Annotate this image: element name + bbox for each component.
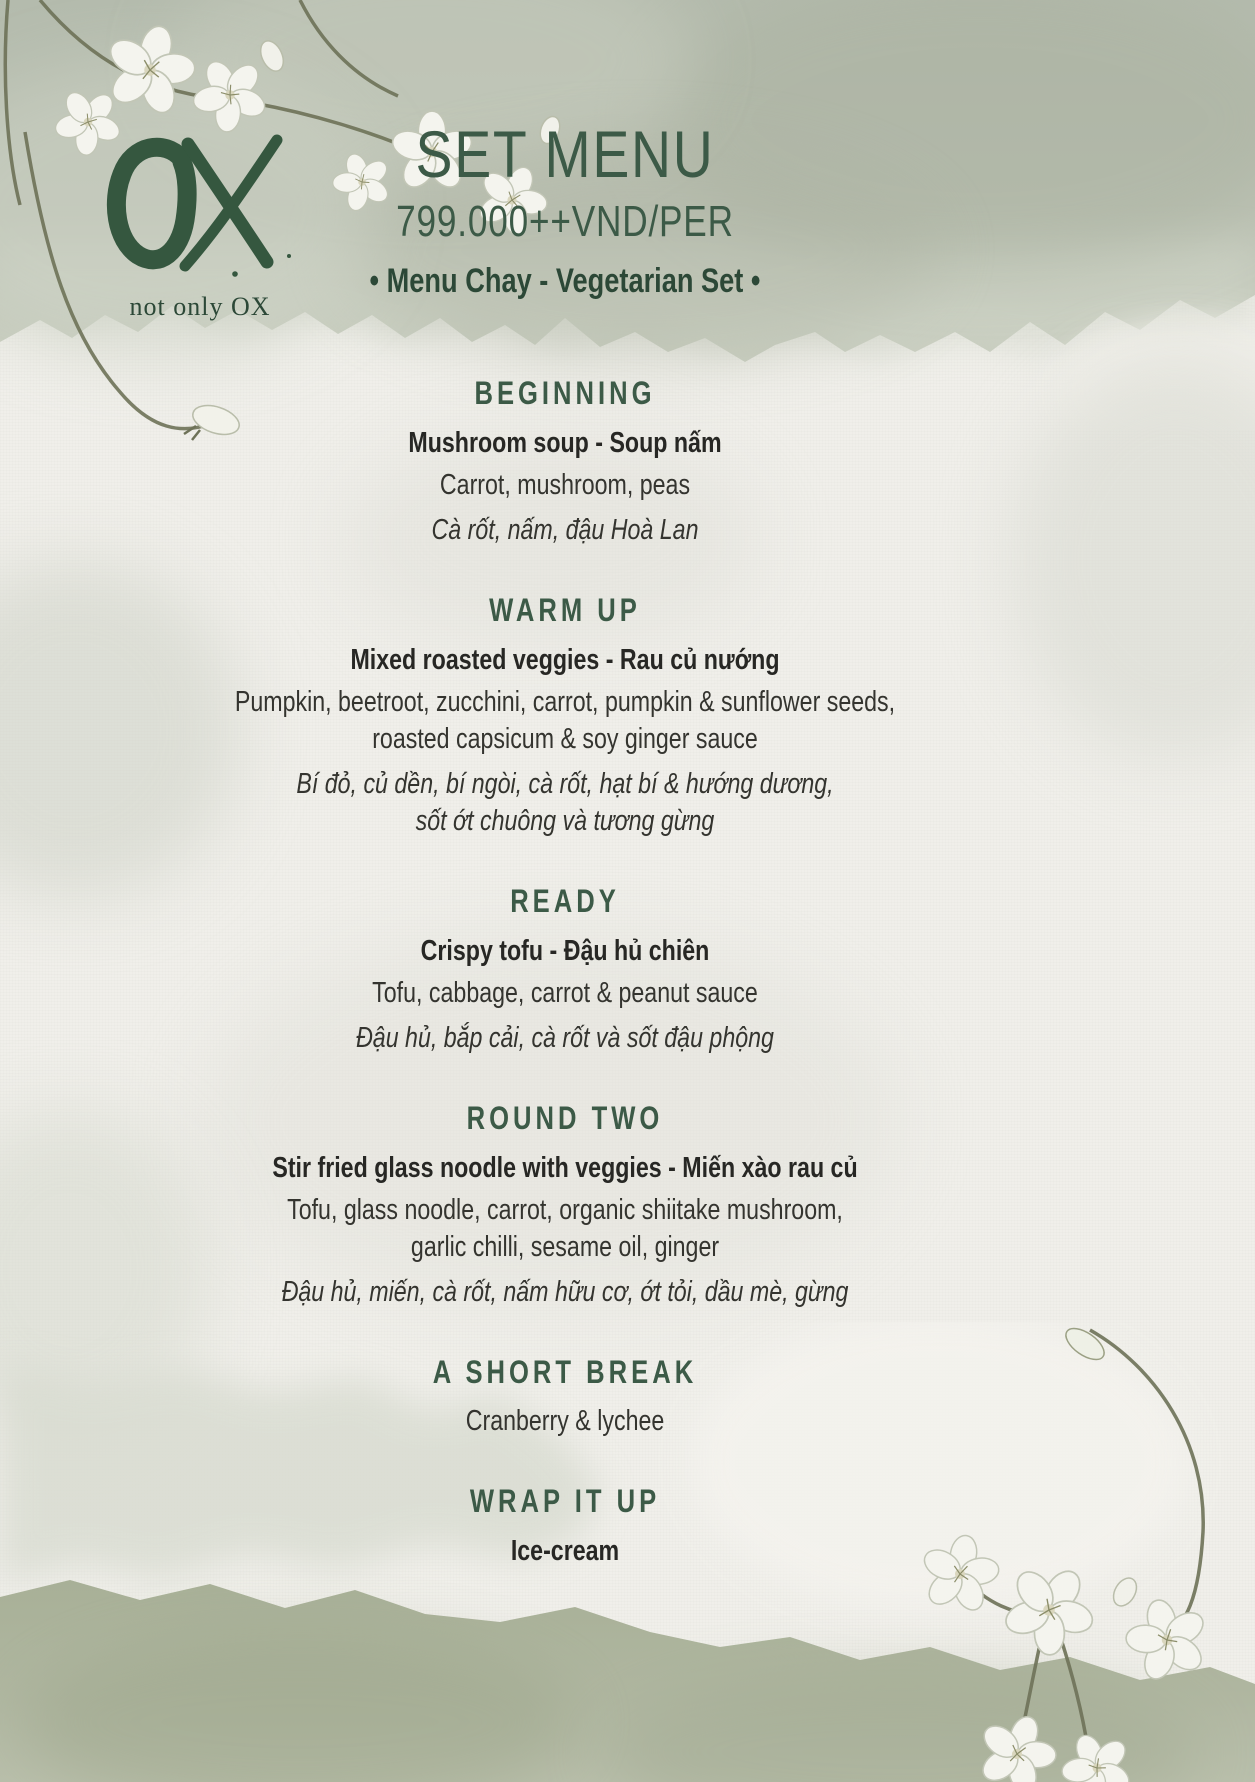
section-heading: A SHORT BREAK (432, 1354, 698, 1390)
item-description-line: Pumpkin, beetroot, zucchini, carrot, pumpkin & sunflower seeds, (234, 686, 896, 718)
item-description-line: Cranberry & lychee (465, 1405, 665, 1437)
item-description-line: garlic chilli, sesame oil, ginger (410, 1231, 720, 1263)
item-description-line: Carrot, mushroom, peas (439, 469, 691, 501)
menu-section-round-two (0, 1097, 1130, 1311)
item-translation-line: sốt ớt chuông và tương gừng (415, 805, 715, 837)
item-description-line: roasted capsicum & soy ginger sauce (372, 723, 758, 755)
menu-section-warm-up (0, 589, 1130, 840)
menu-section-a-short-break (0, 1351, 1130, 1440)
section-heading: READY (510, 883, 620, 919)
brand-tagline: not only OX (129, 292, 271, 321)
section-heading: WARM UP (489, 592, 641, 628)
item-description-line: Tofu, cabbage, carrot & peanut sauce (372, 977, 758, 1009)
item-translation-line: Đậu hủ, bắp cải, cà rốt và sốt đậu phộng (356, 1022, 774, 1054)
item-translation-line: Cà rốt, nấm, đậu Hoà Lan (431, 514, 699, 546)
item-name: Ice-cream (510, 1535, 620, 1567)
section-heading: WRAP IT UP (469, 1483, 661, 1519)
menu-subtitle: • Menu Chay - Vegetarian Set • (369, 262, 761, 300)
menu-section-wrap-it-up (0, 1480, 1130, 1571)
menu-section-beginning (0, 372, 1130, 549)
item-name: Mushroom soup - Soup nấm (408, 427, 722, 459)
item-name: Crispy tofu - Đậu hủ chiên (420, 935, 710, 967)
page-title: SET MENU (415, 117, 715, 191)
item-name: Stir fried glass noodle with veggies - Miến xào rau củ (272, 1152, 858, 1184)
section-heading: ROUND TWO (466, 1100, 664, 1136)
menu-sections (0, 372, 1130, 1611)
item-translation-line: Bí đỏ, củ dền, bí ngòi, cà rốt, hạt bí & hướng dương, (296, 768, 834, 800)
menu-header (0, 118, 1130, 302)
item-name: Mixed roasted veggies - Rau củ nướng (350, 644, 780, 676)
item-description-line: Tofu, glass noodle, carrot, organic shiitake mushroom, (287, 1194, 843, 1226)
menu-section-ready (0, 880, 1130, 1057)
item-translation-line: Đậu hủ, miến, cà rốt, nấm hữu cơ, ớt tỏi, dầu mè, gừng (281, 1276, 849, 1308)
section-heading: BEGINNING (474, 375, 656, 411)
price: 799.000++VND/PER (396, 197, 734, 246)
